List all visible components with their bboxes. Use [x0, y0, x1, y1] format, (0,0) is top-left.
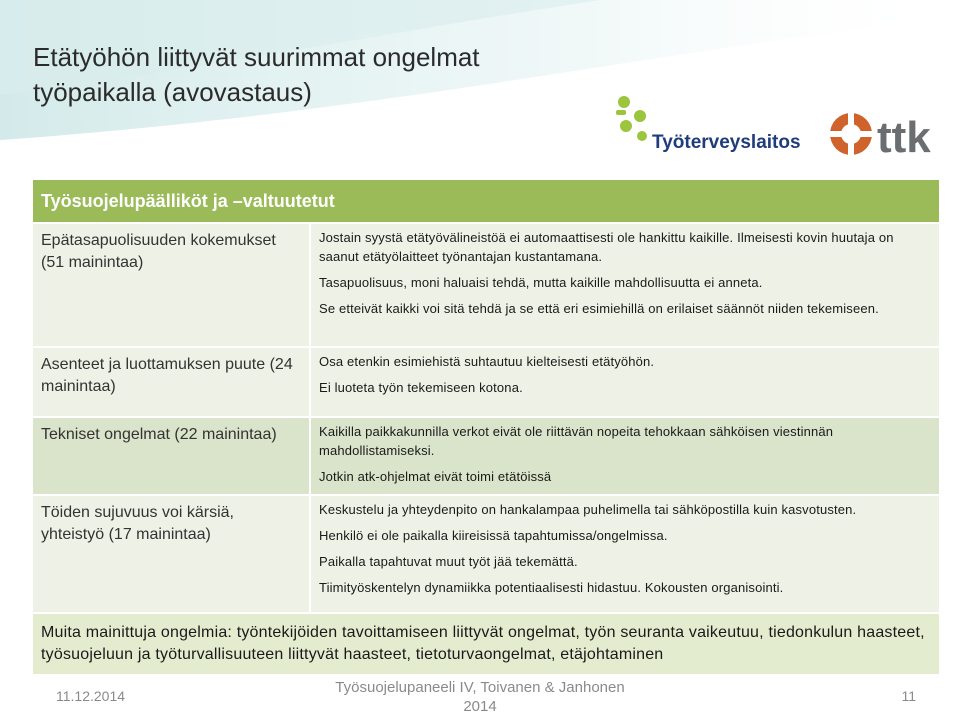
slide-footer: [0, 678, 960, 714]
row-details: [311, 224, 939, 346]
detail-item: Jotkin atk-ohjelmat eivät toimi etätöissä: [319, 469, 552, 484]
detail-item: Tiimityöskentelyn dynamiikka potentiaalisesti hidastuu. Kokousten organisointi.: [319, 580, 784, 595]
tyoterveyslaitos-mark-icon: [616, 96, 647, 141]
title-line-1: Etätyöhön liittyvät suurimmat ongelmat: [33, 42, 480, 72]
detail-item: Jostain syystä etätyövälineistöä ei automaattisesti ole hankittu kaikille. Ilmeisesti kovin huutaja on saanut etätyölaitteet työnantajan kustantamana.: [319, 230, 894, 264]
row-category: Töiden sujuvuus voi kärsiä, yhteistyö (17 mainintaa): [33, 496, 311, 612]
tyoterveyslaitos-logo: [612, 92, 802, 158]
detail-item: Kaikilla paikkakunnilla verkot eivät ole riittävän nopeita tehokkaan sähköisen viestinnän mahdollistamiseksi.: [319, 424, 834, 458]
row-details: [311, 496, 939, 612]
detail-item: Osa etenkin esimiehistä suhtautuu kielteisesti etätyöhön.: [319, 354, 655, 369]
ttk-logo: [827, 108, 952, 160]
row-category: Epätasapuolisuuden kokemukset (51 mainintaa): [33, 224, 311, 346]
detail-item: Tasapuolisuus, moni haluaisi tehdä, mutta kaikille mahdollisuutta ei anneta.: [319, 275, 763, 290]
footer-source: [320, 678, 640, 716]
title-line-2: työpaikalla (avovastaus): [33, 77, 312, 107]
footer-date: 11.12.2014: [56, 688, 126, 704]
other-problems: Muita mainittuja ongelmia: työntekijöiden tavoittamiseen liittyvät ongelmat, työn seuranta vaikeutuu, tiedonkulun haasteet, työsuojeluun ja työturvallisuuteen liittyvät haasteet, tietoturvaongelmat, etäjohtaminen: [33, 614, 939, 674]
table-row: [33, 496, 939, 614]
table-header: Työsuojelupäälliköt ja –valtuutetut: [33, 180, 939, 224]
page-title: [33, 40, 480, 110]
detail-item: Paikalla tapahtuvat muut työt jää tekemättä.: [319, 554, 578, 569]
row-details: [311, 348, 939, 416]
tyoterveyslaitos-logo-text: Työterveyslaitos: [652, 132, 801, 153]
detail-item: Keskustelu ja yhteydenpito on hankalampaa puhelimella tai sähköpostilla kuin kasvotusten.: [319, 502, 857, 517]
row-details: [311, 418, 939, 494]
detail-item: Henkilö ei ole paikalla kiireisissä tapahtumissa/ongelmissa.: [319, 528, 668, 543]
footer-source-line-1: Työsuojelupaneeli IV, Toivanen & Janhonen: [335, 679, 625, 696]
row-category: Tekniset ongelmat (22 mainintaa): [33, 418, 311, 494]
footer-source-line-2: 2014: [463, 698, 497, 715]
table-row: [33, 348, 939, 418]
page-number: 11: [901, 688, 916, 704]
detail-item: Se etteivät kaikki voi sitä tehdä ja se että eri esimiehillä on erilaiset säännöt niiden tekemiseen.: [319, 301, 879, 316]
row-category: Asenteet ja luottamuksen puute (24 mainintaa): [33, 348, 311, 416]
detail-item: Ei luoteta työn tekemiseen kotona.: [319, 380, 523, 395]
ttk-logo-text: ttk: [877, 113, 931, 160]
findings-table: [33, 180, 939, 674]
ttk-mark-icon: [828, 111, 874, 157]
table-row: [33, 224, 939, 348]
table-row: [33, 418, 939, 496]
